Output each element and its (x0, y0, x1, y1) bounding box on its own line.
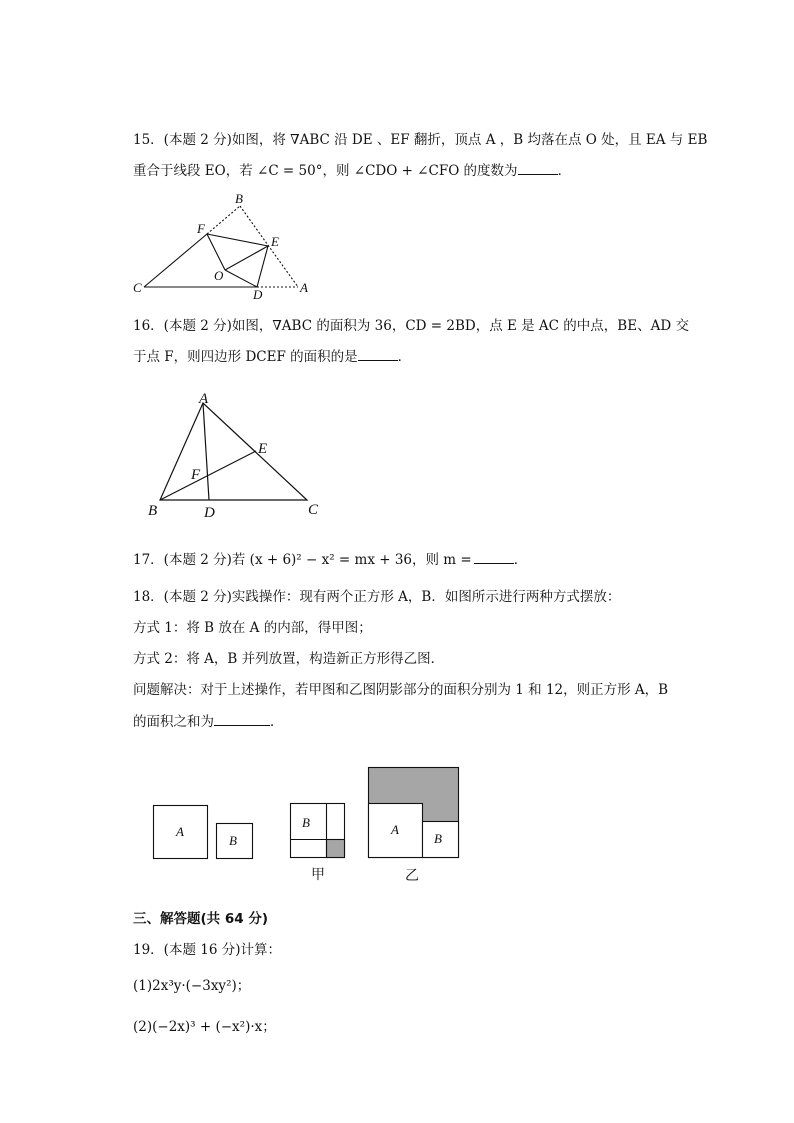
q16-label-a: A (199, 391, 209, 407)
q18-line5 (133, 713, 284, 731)
q18-line5-end: ． (270, 714, 284, 730)
q16-figure (140, 386, 330, 522)
q17-end: ． (513, 552, 528, 568)
q18-line1: 18．(本题 2 分)实践操作：现有两个正方形 A，B．如图所示进行两种方式摆放： (133, 589, 621, 605)
q18-figure (148, 762, 468, 887)
jia-b-label: B (302, 815, 310, 830)
q16-label-c: C (308, 502, 319, 518)
section-title: 三、解答题(共 64 分) (133, 911, 269, 927)
yi-a-label: A (391, 822, 399, 837)
jia-caption: 甲 (311, 867, 325, 883)
yi-b-label: B (434, 831, 442, 846)
q17-answer-blank (474, 551, 514, 564)
jia-shaded-square (327, 840, 345, 858)
q16-line2 (133, 348, 411, 366)
q16-line2-end: ． (397, 349, 412, 365)
q15-label-c: C (133, 280, 142, 295)
q19-line1: 19．(本题 16 分)计算： (133, 942, 281, 958)
q16-line1: 16．(本题 2 分)如图，∇ABC 的面积为 36，CD = 2BD，点 E 是 AC 的中点，BE、AD 交 (133, 318, 689, 334)
q16-label-b: B (148, 503, 158, 519)
q18-line2: 方式 1：将 B 放在 A 的内部，得甲图； (133, 620, 372, 636)
q15-line1: 15．(本题 2 分)如图，将 ∇ABC 沿 DE 、EF 翻折，顶点 A ，B 均落在点 O 处，且 EA 与 EB (133, 132, 708, 148)
q17-text: 17．(本题 2 分)若 (x + 6)² − x² = mx + 36，则 m = (133, 552, 472, 568)
q19-item1: (1)2x³y·(−3xy²)； (133, 978, 251, 994)
q17-line (133, 551, 527, 569)
q15-label-e: E (271, 234, 279, 249)
yi-caption: 乙 (405, 868, 419, 884)
q15-line2-end: ． (557, 163, 572, 179)
q16-label-d: D (204, 505, 215, 521)
square-b-label: B (229, 833, 237, 848)
q15-label-f: F (197, 221, 205, 236)
q18-line5-text: 的面积之和为 (133, 714, 214, 730)
q15-answer-blank (518, 162, 558, 175)
q18-line3: 方式 2：将 A，B 并列放置，构造新正方形得乙图． (133, 651, 445, 667)
q19-item2: (2)(−2x)³ + (−x²)·x； (133, 1019, 276, 1035)
q18-line4: 问题解决：对于上述操作，若甲图和乙图阴影部分的面积分别为 1 和 12，则正方形 A，B (133, 682, 669, 698)
q16-label-e: E (258, 441, 268, 457)
q15-label-b: B (235, 191, 243, 206)
q18-answer-blank (214, 713, 270, 726)
q15-label-o: O (214, 268, 224, 283)
q15-line2 (133, 162, 571, 180)
q16-label-f: F (191, 467, 201, 483)
square-a-label: A (176, 824, 184, 839)
q15-figure (128, 188, 328, 300)
q15-label-a: A (300, 280, 308, 295)
q16-answer-blank (358, 348, 398, 361)
q16-line2-text: 于点 F，则四边形 DCEF 的面积的是 (133, 349, 358, 365)
q15-label-d: D (253, 287, 263, 300)
q15-line2-text: 重合于线段 EO，若 ∠C = 50°，则 ∠CDO + ∠CFO 的度数为 (133, 163, 518, 179)
